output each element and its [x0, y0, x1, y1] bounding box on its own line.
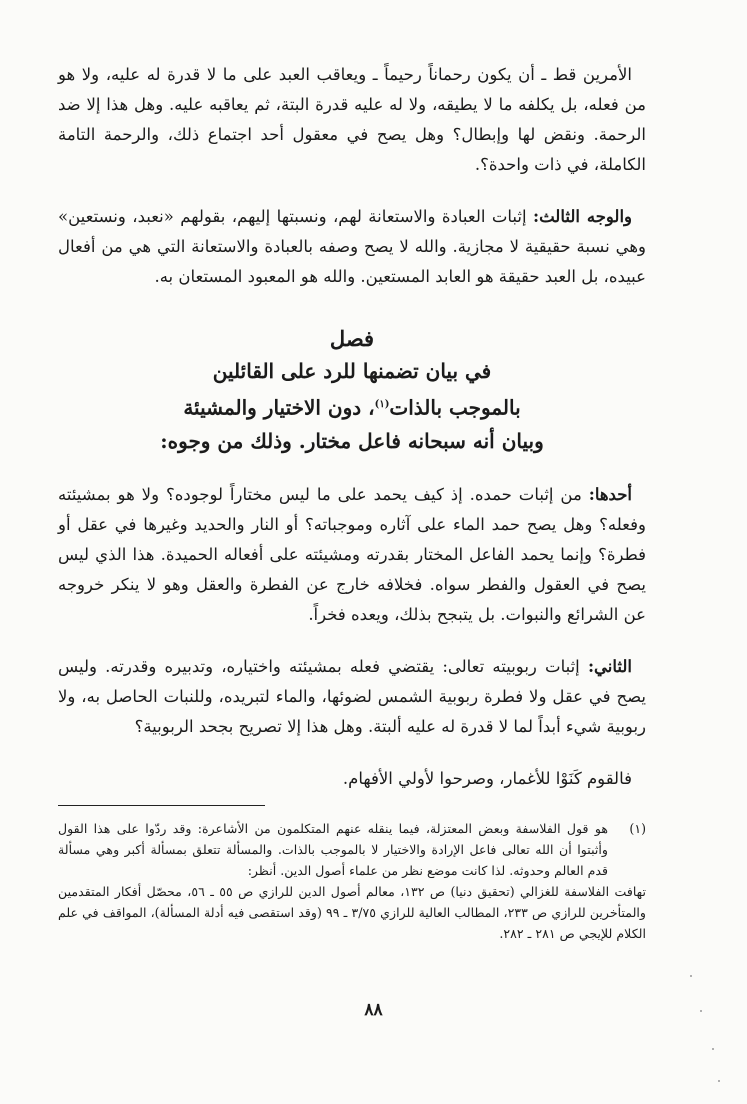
paragraph-lead: الثاني:: [587, 656, 632, 676]
section-subtitle-line-1: في بيان تضمنها للرد على القائلين: [212, 359, 492, 383]
section-title: فصل: [329, 326, 375, 351]
paragraph-text: من إثبات حمده. إذ كيف يحمد على ما ليس مختاراً لوجوده؟ ولا هو بمشيئته وفعله؟ وهل يصح حمد الماء على آثاره وموجباته؟ أو النار والحديد وغيرها في عقل أو فطرة؟ وإنما يحمد الفاعل المختار بقدرته ومشيئته على أفعاله الحميدة. هذا الذي ليس يصح في العقول والفطر سواه. فخلافه خارج عن الفطرة والعقل وهو لا ينكر خروجه عن الشرائع والنبوات. بل يتبجح بذلك، ويعده فخراً.: [58, 484, 646, 624]
footnote-ref[interactable]: (١): [374, 399, 390, 410]
scan-speck: [700, 1010, 702, 1012]
footnote-text: هو قول الفلاسفة وبعض المعتزلة، فيما ينقله عنهم المتكلمون من الأشاعرة: وقد ردّوا على هذا القول وأثبتوا أن الله تعالى فاعل الإرادة والاختيار لا بالموجب بالذات. والمسألة تتعلق بمسألة أكبر وهي مسألة قدم العالم وحدوثه. لذا كانت موضع نظر من علماء أصول الدين. أنظر:: [58, 821, 608, 878]
paragraph-text: الأمرين قط ـ أن يكون رحماناً رحيماً ـ ويعاقب العبد على ما لا قدرة له عليه، ولا هو من فعله، بل يكلفه ما لا يطيقه، ولا له عليه قدرة البتة، ثم يعاقبه عليه. وهل هذا إلا ضد الرحمة. ونقض لها وإبطال؟ وهل يصح في معقول أحد اجتماع ذلك، والرحمة التامة الكاملة، في ذات واحدة؟.: [58, 65, 646, 174]
paragraph-text: إثبات ربوبيته تعالى: يقتضي فعله بمشيئته واختياره، وتدبيره وقدرته. وليس يصح في عقل ولا فطرة ربوبية الشمس لضوئها، والماء لتبريده، وللنبات الحاصل به، ولا ربوبية شيء أبداً لما لا قدرة له عليه ألبتة. وهل هذا إلا تصريح بجحد الربوبية؟: [58, 656, 647, 736]
footnote-number: (١): [629, 821, 646, 836]
page-body: [58, 60, 646, 816]
paragraph-text: إثبات العبادة والاستعانة لهم، ونسبتها إليهم، بقولهم «نعبد، ونستعين» وهي نسبة حقيقية لا مجازية. والله لا يصح وصفه بالعبادة والاستعانة التي هي من أفعال عبيده، بل العبد حقيقة هو العابد المستعين. والله هو المعبود المستعان به.: [58, 207, 646, 286]
paragraph-first-aspect: [58, 480, 646, 630]
paragraph-text: فالقوم كَنَوْا للأغمار، وصرحوا لأولي الأفهام.: [342, 768, 632, 788]
page-number: ٨٨: [364, 1000, 383, 1020]
subtitle-text: بالموجب بالذات: [389, 395, 521, 420]
scan-speck: [712, 1048, 714, 1050]
footnote-separator: [58, 805, 265, 806]
section-subtitle-line-3: وبيان أنه سبحانه فاعل مختار. وذلك من وجوه:: [160, 428, 544, 453]
paragraph-lead: أحدها:: [588, 484, 632, 504]
scan-speck: [690, 975, 692, 977]
footnote: [58, 818, 646, 944]
subtitle-text: ، دون الاختيار والمشيئة: [183, 395, 375, 420]
paragraph-lead: والوجه الثالث:: [533, 207, 632, 226]
scan-speck: [718, 1080, 720, 1082]
paragraph-conclusion: [58, 764, 646, 794]
footnote-references: تهافت الفلاسفة للغزالي (تحقيق دنيا) ص ١٣٢، معالم أصول الدين للرازي ص ٥٥ ـ ٥٦، محصّل أفكار المتقدمين والمتأخرين للرازي ص ٢٣٣، المطالب العالية للرازي ٣/٧٥ ـ ٩٩ (وقد استقصى فيه أدلة المسألة)، المواقف في علم الكلام للإيجي ص ٢٨١ ـ ٢٨٢.: [58, 884, 647, 941]
paragraph-mercy: [58, 60, 646, 180]
paragraph-second-aspect: [58, 652, 646, 742]
paragraph-third-aspect: [58, 202, 646, 292]
section-subtitle-line-2: [58, 388, 646, 425]
